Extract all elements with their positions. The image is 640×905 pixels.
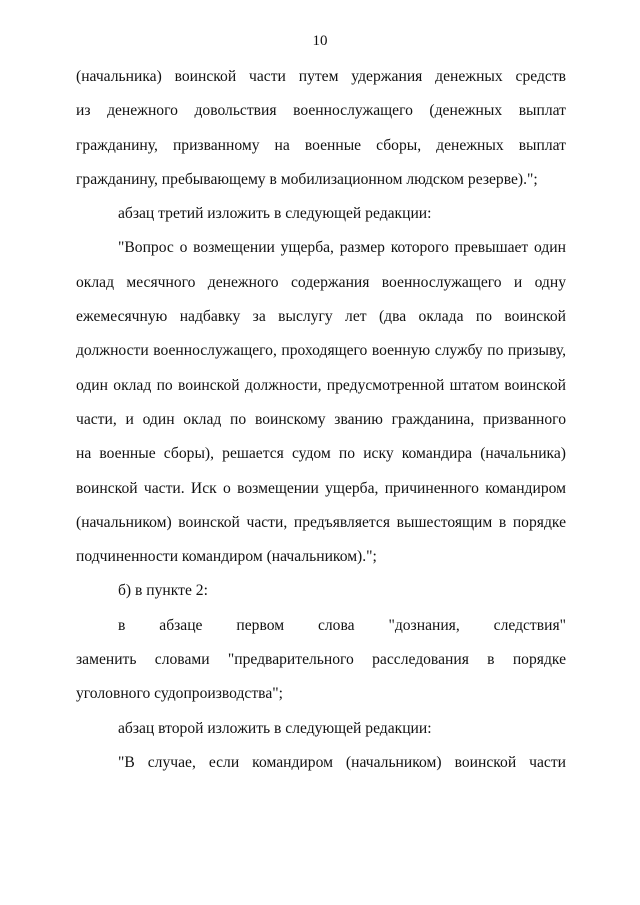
text-line: (начальника) воинской части путем удержания денежных средств bbox=[76, 68, 566, 85]
text-line: заменить словами "предварительного расследования в порядке bbox=[76, 651, 566, 669]
text-line: из денежного довольствия военнослужащего (денежных выплат bbox=[76, 102, 566, 120]
text-line: один оклад по воинской должности, предусмотренной штатом воинской bbox=[76, 376, 566, 394]
text-line: "В случае, если командиром (начальником) воинской части bbox=[118, 753, 566, 771]
page-number: 10 bbox=[312, 33, 328, 49]
text-line: абзац второй изложить в следующей редакции: bbox=[118, 719, 432, 737]
document-body bbox=[76, 60, 566, 780]
text-line: гражданину, пребывающему в мобилизационном людском резерве)."; bbox=[76, 170, 538, 188]
text-line: оклад месячного денежного содержания военнослужащего и одну bbox=[76, 273, 566, 291]
text-line: части, и один оклад по воинскому званию гражданина, призванного bbox=[76, 410, 566, 428]
text-line: ежемесячную надбавку за выслугу лет (два оклада по воинской bbox=[76, 308, 566, 326]
text-line: уголовного судопроизводства"; bbox=[76, 685, 283, 703]
text-line: гражданину, призванному на военные сборы, денежных выплат bbox=[76, 136, 566, 154]
text-line: в абзаце первом слова "дознания, следствия" bbox=[118, 616, 566, 634]
text-line: "Вопрос о возмещении ущерба, размер которого превышает один bbox=[118, 239, 566, 257]
text-line: подчиненности командиром (начальником)."; bbox=[76, 548, 377, 566]
text-line: на военные сборы), решается судом по иску командира (начальника) bbox=[76, 445, 566, 463]
text-line: должности военнослужащего, проходящего военную службу по призыву, bbox=[76, 342, 566, 360]
text-line: воинской части. Иск о возмещении ущерба, причиненного командиром bbox=[76, 479, 566, 497]
text-line: б) в пункте 2: bbox=[118, 582, 208, 600]
text-line: (начальником) воинской части, предъявляется вышестоящим в порядке bbox=[76, 513, 566, 531]
text-line: абзац третий изложить в следующей редакции: bbox=[118, 205, 432, 223]
